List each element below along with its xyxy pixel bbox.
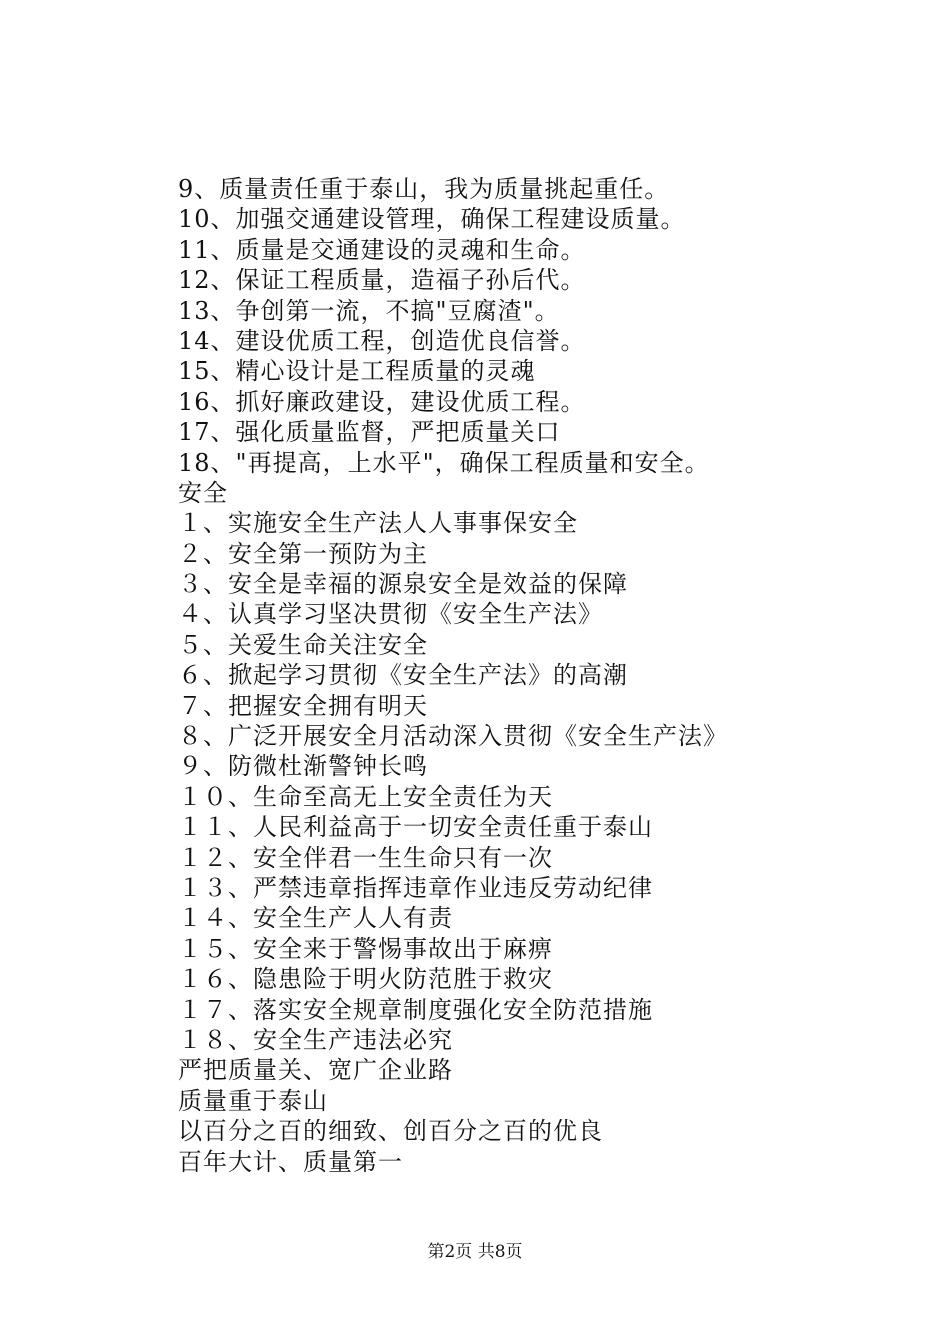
text-line: １、实施安全生产法人人事事保安全 — [178, 509, 578, 538]
text-line: １２、安全伴君一生生命只有一次 — [178, 843, 553, 872]
text-line: ９、防微杜渐警钟长鸣 — [178, 752, 428, 781]
text-line: 以百分之百的细致、创百分之百的优良 — [178, 1117, 603, 1146]
text-line: １１、人民利益高于一切安全责任重于泰山 — [178, 813, 653, 842]
text-line: 10、加强交通建设管理，确保工程建设质量。 — [178, 205, 686, 234]
text-line: 17、强化质量监督，严把质量关口 — [178, 418, 561, 447]
page-footer: 第2页 共8页 — [427, 1242, 523, 1262]
text-line: 11、质量是交通建设的灵魂和生命。 — [178, 235, 586, 264]
text-line: １３、严禁违章指挥违章作业违反劳动纪律 — [178, 873, 653, 902]
text-line: １６、隐患险于明火防范胜于救灾 — [178, 965, 553, 994]
text-line: １０、生命至高无上安全责任为天 — [178, 782, 553, 811]
text-line: 16、抓好廉政建设，建设优质工程。 — [178, 387, 586, 416]
text-line: ３、安全是幸福的源泉安全是效益的保障 — [178, 570, 628, 599]
text-line: ４、认真学习坚决贯彻《安全生产法》 — [178, 600, 603, 629]
text-line: 14、建设优质工程，创造优良信誉。 — [178, 326, 586, 355]
text-line: 严把质量关、宽广企业路 — [178, 1056, 453, 1085]
text-line: １４、安全生产人人有责 — [178, 904, 453, 933]
text-line: １８、安全生产违法必究 — [178, 1025, 453, 1054]
text-line: 质量重于泰山 — [178, 1086, 328, 1115]
text-line: ８、广泛开展安全月活动深入贯彻《安全生产法》 — [178, 722, 728, 751]
text-line: 安全 — [178, 478, 228, 507]
text-line: １７、落实安全规章制度强化安全防范措施 — [178, 995, 653, 1024]
text-line: ６、掀起学习贯彻《安全生产法》的高潮 — [178, 661, 628, 690]
text-line: 15、精心设计是工程质量的灵魂 — [178, 357, 536, 386]
text-line: 12、保证工程质量，造福子孙后代。 — [178, 266, 586, 295]
text-line: ５、关爱生命关注安全 — [178, 630, 428, 659]
text-line: 13、争创第一流，不搞"豆腐渣"。 — [178, 296, 560, 325]
text-line: 9、质量责任重于泰山，我为质量挑起重任。 — [178, 175, 670, 203]
text-line: ７、把握安全拥有明天 — [178, 691, 428, 720]
text-line: ２、安全第一预防为主 — [178, 539, 428, 568]
text-line: 百年大计、质量第一 — [178, 1147, 403, 1176]
text-line: 18、"再提高，上水平"，确保工程质量和安全。 — [178, 448, 710, 477]
text-line: １５、安全来于警惕事故出于麻痹 — [178, 934, 553, 963]
document-body — [178, 174, 918, 1177]
